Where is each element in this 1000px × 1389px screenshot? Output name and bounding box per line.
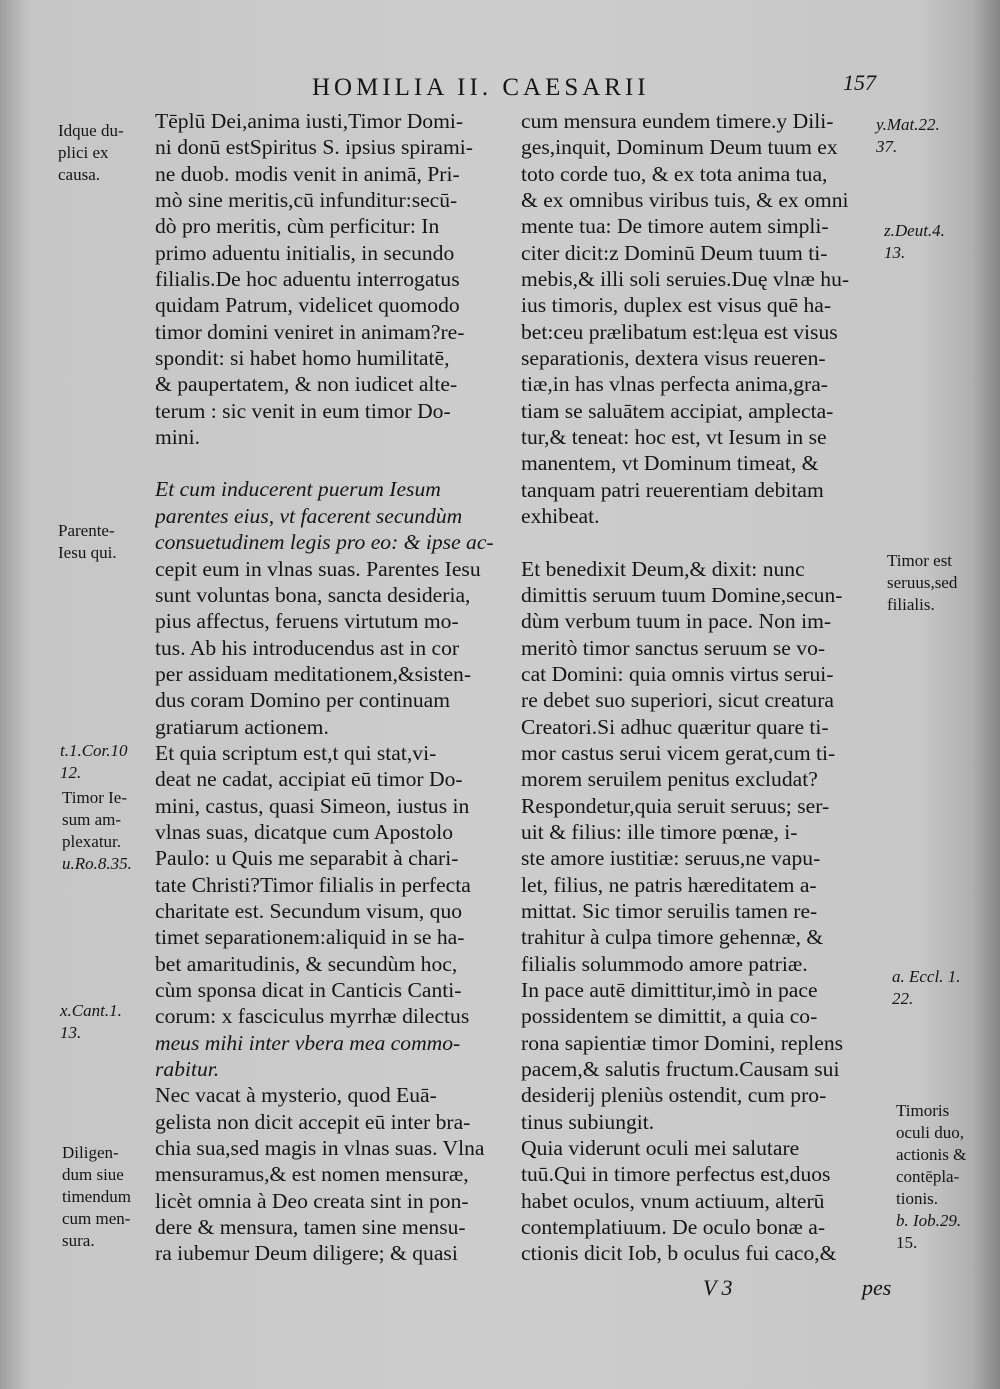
- text-line: filialis.De hoc aduentu interrogatus: [155, 267, 460, 292]
- text-line: cat Domini: quia omnis virtus serui-: [521, 661, 834, 686]
- margin-note-line: oculi duo,: [896, 1123, 964, 1142]
- text-line: dùm verbum tuum in pace. Non im-: [521, 609, 832, 634]
- margin-note-line: Timor est: [887, 551, 953, 570]
- text-line: separationis, dextera visus reueren-: [521, 346, 826, 371]
- margin-note-line: 22.: [892, 989, 914, 1008]
- text-line: toto corde tuo, & ex tota anima tua,: [521, 161, 828, 186]
- left-margin-note-2: [58, 520, 117, 564]
- margin-note-line: b. Iob.29.: [896, 1211, 962, 1230]
- margin-note-line: a. Eccl. 1.: [892, 967, 961, 986]
- left-margin-note-3: [60, 740, 128, 784]
- text-line: cùm sponsa dicat in Canticis Canti-: [155, 978, 462, 1002]
- margin-note-line: sum am-: [62, 810, 122, 829]
- margin-note-line: 12.: [60, 763, 82, 782]
- left-margin-note-4: [62, 787, 132, 875]
- text-line: dimittis seruum tuum Domine,secun-: [521, 582, 843, 607]
- text-line: pius affectus, feruens virtutum mo-: [155, 609, 459, 634]
- text-line: ne duob. modis venit in animā, Pri-: [155, 161, 460, 186]
- right-margin-note-2: [884, 220, 945, 264]
- catchword: pes: [862, 1275, 892, 1300]
- text-line: manentem, vt Dominum timeat, &: [521, 451, 819, 476]
- text-line: mensuramus,& est nomen mensuræ,: [155, 1162, 469, 1187]
- text-line: possidentem se dimittit, a quia co-: [521, 1004, 818, 1029]
- text-line: exhibeat.: [521, 504, 600, 529]
- text-line: mò sine meritis,cū infunditur:secū-: [155, 188, 458, 213]
- text-line: Paulo: u Quis me separabit à chari-: [155, 846, 459, 871]
- text-line: Tēplū Dei,anima iusti,Timor Domi-: [155, 109, 464, 133]
- margin-note-line: actionis &: [896, 1145, 967, 1164]
- text-line: mebis,& illi soli seruies.Duę vlnæ hu-: [521, 267, 850, 292]
- text-line: charitate est. Secundum visum, quo: [155, 898, 463, 923]
- text-line: sunt voluntas bona, sancta desideria,: [155, 582, 471, 607]
- margin-note-line: Diligen-: [62, 1143, 119, 1162]
- text-line: Creatori.Si adhuc quæritur quare ti-: [521, 714, 829, 739]
- margin-note-line: contēpla-: [896, 1167, 960, 1186]
- text-line: mini, castus, quasi Simeon, iustus in: [155, 793, 470, 818]
- text-line: ius timoris, duplex est visus quē ha-: [521, 293, 832, 318]
- text-line: tinus subiungit.: [521, 1109, 655, 1134]
- text-line: tiæ,in has vlnas perfecta anima,gra-: [521, 372, 828, 397]
- text-line: ges,inquit, Dominum Deum tuum ex: [521, 135, 838, 160]
- margin-note-line: u.Ro.8.35.: [62, 854, 132, 873]
- text-line: Nec vacat à mysterio, quod Euā-: [155, 1083, 437, 1108]
- margin-note-line: Timor Ie-: [62, 788, 128, 807]
- text-line: cepit eum in vlnas suas. Parentes Iesu: [155, 556, 481, 581]
- text-line: licèt omnia à Deo creata sint in pon-: [155, 1188, 469, 1213]
- text-line: re debet suo superiori, sicut creatura: [521, 688, 834, 713]
- text-line: pacem,& salutis fructum.Causam sui: [521, 1057, 840, 1082]
- text-line: & paupertatem, & non iudicet alte-: [155, 372, 458, 397]
- text-line: citer dicit:z Dominū Deum tuum ti-: [521, 240, 828, 265]
- text-line: Respondetur,quia seruit seruus; ser-: [521, 793, 830, 818]
- text-line: consuetudinem legis pro eo: & ipse ac-: [155, 530, 494, 555]
- text-line: contemplatiuum. De oculo bonæ a-: [521, 1215, 826, 1240]
- signature-mark: V 3: [703, 1275, 733, 1300]
- text-line: mente tua: De timore autem simpli-: [521, 214, 829, 239]
- running-title: HOMILIA II. CAESARII: [312, 74, 650, 101]
- text-line: dere & mensura, tamen sine mensu-: [155, 1215, 466, 1240]
- margin-note-line: dum siue: [62, 1165, 124, 1184]
- text-line: uit & filius: ille timore pœnæ, i-: [521, 819, 798, 844]
- text-line: tiam se saluātem accipiat, amplecta-: [521, 398, 834, 423]
- margin-note-line: Timoris: [896, 1101, 950, 1120]
- margin-note-line: Parente-: [58, 521, 115, 540]
- text-line: corum: x fasciculus myrrhæ dilectus: [155, 1004, 470, 1029]
- text-line: tanquam patri reuerentiam debitam: [521, 477, 824, 502]
- text-line: let, filius, ne patris hæreditatem a-: [521, 872, 817, 897]
- text-line: Et benedixit Deum,& dixit: nunc: [521, 556, 805, 581]
- text-line: Quia viderunt oculi mei salutare: [521, 1136, 800, 1161]
- text-line: meus mihi inter vbera mea commo-: [155, 1030, 461, 1055]
- right-margin-note-1: [876, 114, 940, 158]
- text-line: bet:ceu prælibatum est:lęua est visus: [521, 319, 838, 344]
- text-line: terum : sic venit in eum timor Do-: [155, 398, 451, 423]
- margin-note-line: y.Mat.22.: [876, 115, 940, 134]
- text-line: mini.: [155, 425, 200, 450]
- margin-note-line: 13.: [884, 243, 906, 262]
- text-line: tate Christi?Timor filialis in perfecta: [155, 872, 471, 897]
- margin-note-line: z.Deut.4.: [884, 221, 945, 240]
- margin-note-line: x.Cant.1.: [60, 1001, 122, 1020]
- text-line: [521, 530, 881, 556]
- text-line: ra iubemur Deum diligere; & quasi: [155, 1241, 458, 1266]
- left-margin-note-5: [60, 1000, 122, 1044]
- margin-note-line: sura.: [62, 1231, 95, 1250]
- margin-note-line: timendum: [62, 1187, 131, 1206]
- page-edge-shadow: [972, 0, 1000, 1389]
- left-margin-note-1: [58, 120, 124, 186]
- text-line: ctionis dicit Iob, b oculus fui caco,&: [521, 1241, 837, 1266]
- text-line: bet amaritudinis, & secundùm hoc,: [155, 951, 458, 976]
- margin-note-line: cum men-: [62, 1209, 131, 1228]
- text-line: rona sapientiæ timor Domini, replens: [521, 1030, 844, 1055]
- text-line: mor castus serui vicem gerat,cum ti-: [521, 740, 836, 765]
- right-margin-note-5: [896, 1100, 966, 1254]
- left-text-column: [155, 108, 517, 1267]
- text-line: trahitur à culpa timore gehennæ, &: [521, 925, 824, 950]
- text-line: Et quia scriptum est,t qui stat,vi-: [155, 740, 437, 765]
- margin-note-line: causa.: [58, 165, 101, 184]
- text-line: Et cum inducerent puerum Iesum: [155, 477, 441, 502]
- text-line: quidam Patrum, videlicet quomodo: [155, 293, 460, 318]
- text-line: spondit: si habet homo humilitatē,: [155, 346, 450, 371]
- text-line: cum mensura eundem timere.y Dili-: [521, 109, 834, 133]
- text-line: In pace autē dimittitur,imò in pace: [521, 978, 818, 1002]
- margin-note-line: t.1.Cor.10: [60, 741, 128, 760]
- text-line: filialis solummodo amore patriæ.: [521, 951, 808, 976]
- text-line: chia sua,sed magis in vlnas suas. Vlna: [155, 1136, 485, 1161]
- text-line: [155, 450, 517, 476]
- margin-note-line: plici ex: [58, 143, 109, 162]
- text-line: gratiarum actionem.: [155, 714, 329, 739]
- text-line: deat ne cadat, accipiat eū timor Do-: [155, 767, 463, 792]
- margin-note-line: filialis.: [887, 595, 935, 614]
- text-line: primo aduentu initialis, in secundo: [155, 240, 455, 265]
- text-line: tuū.Qui in timore perfectus est,duos: [521, 1162, 831, 1187]
- text-line: habet oculos, vnum actiuum, alterū: [521, 1188, 825, 1213]
- margin-note-line: 15.: [896, 1233, 918, 1252]
- text-line: vlnas suas, dicatque cum Apostolo: [155, 819, 454, 844]
- text-line: tus. Ab his introducendus ast in cor: [155, 635, 460, 660]
- text-line: timet separationem:aliquid in se ha-: [155, 925, 465, 950]
- text-line: timor domini veniret in animam?re-: [155, 319, 465, 344]
- text-line: rabitur.: [155, 1057, 220, 1082]
- margin-note-line: 13.: [60, 1023, 82, 1042]
- left-margin-note-6: [62, 1142, 131, 1252]
- text-line: parentes eius, vt facerent secundùm: [155, 503, 463, 528]
- text-line: ni donū estSpiritus S. ipsius spirami-: [155, 135, 473, 160]
- margin-note-line: plexatur.: [62, 832, 122, 851]
- text-line: morem seruilem penitus excludat?: [521, 767, 818, 792]
- right-text-column: [521, 108, 881, 1267]
- text-line: dus coram Domino per continuam: [155, 688, 451, 713]
- page-number: 157: [843, 70, 876, 95]
- text-line: tur,& teneat: hoc est, vt Iesum in se: [521, 425, 827, 450]
- text-line: meritò timor sanctus seruum se vo-: [521, 635, 826, 660]
- text-line: ste amore iustitiæ: seruus,ne vapu-: [521, 846, 821, 871]
- text-line: gelista non dicit accepit eū inter bra-: [155, 1109, 471, 1134]
- text-line: desiderij pleniùs ostendit, cum pro-: [521, 1083, 827, 1108]
- text-line: mittat. Sic timor seruilis tamen re-: [521, 898, 818, 923]
- text-line: dò pro meritis, cùm perficitur: In: [155, 214, 440, 239]
- margin-note-line: seruus,sed: [887, 573, 958, 592]
- margin-note-line: tionis.: [896, 1189, 939, 1208]
- right-margin-note-3: [887, 550, 957, 616]
- margin-note-line: Iesu qui.: [58, 543, 117, 562]
- margin-note-line: 37.: [876, 137, 898, 156]
- right-margin-note-4: [892, 966, 960, 1010]
- text-line: per assiduam meditationem,&sisten-: [155, 661, 472, 686]
- margin-note-line: Idque du-: [58, 121, 124, 140]
- text-line: & ex omnibus viribus tuis, & ex omni: [521, 188, 849, 213]
